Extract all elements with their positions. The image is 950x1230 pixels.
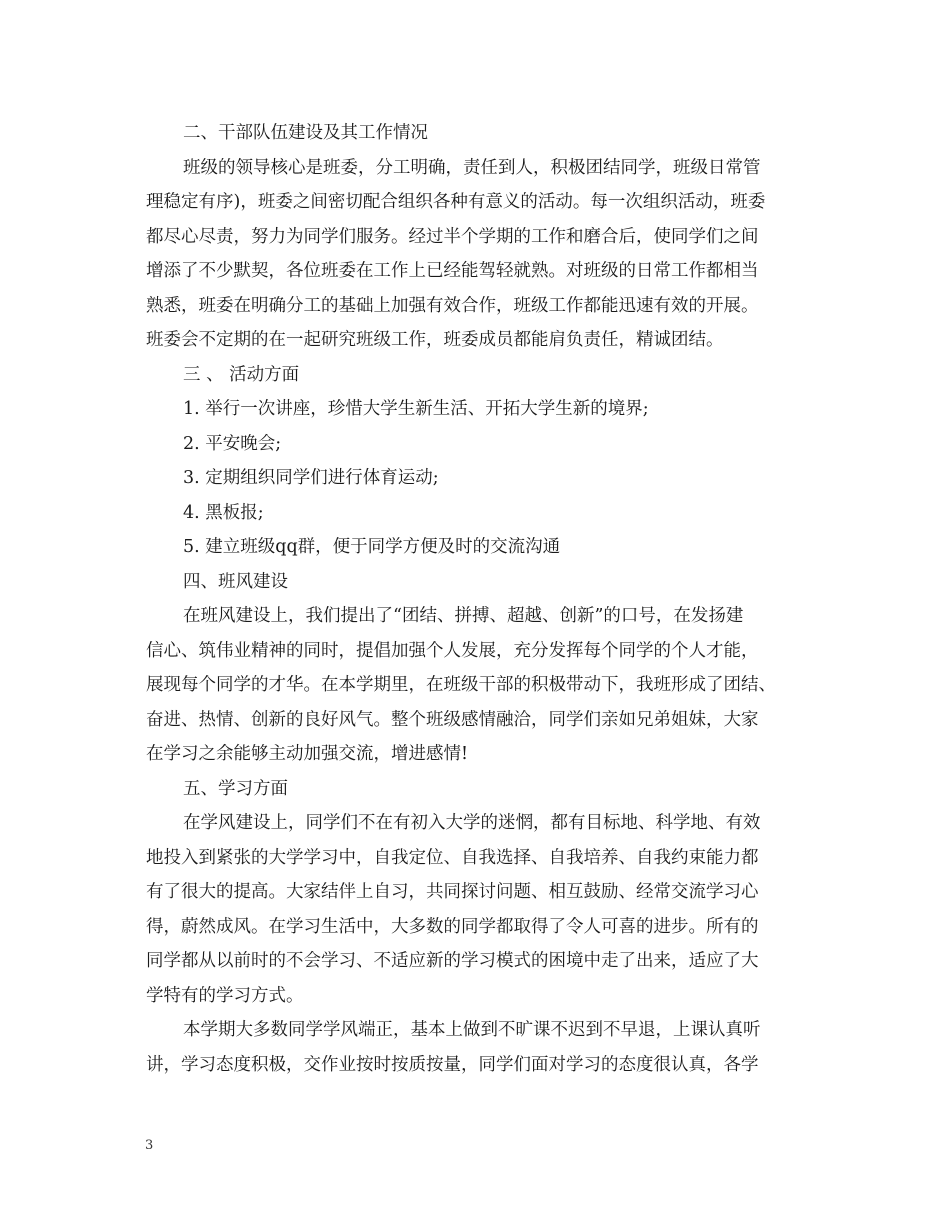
text-line: 讲，学习态度积极，交作业按时按质按量，同学们面对学习的态度很认真，各学 [146,1054,759,1075]
text-line: 4. 黑板报; [183,502,264,523]
text-line: 1. 举行一次讲座，珍惜大学生新生活、开拓大学生新的境界; [183,399,649,419]
text-line: 信心、筑伟业精神的同时，提倡加强个人发展，充分发挥每个同学的个人才能， [146,640,759,661]
text-line: 得，蔚然成风。在学习生活中，大多数的同学都取得了令人可喜的进步。所有的 [146,916,759,937]
page-number: 3 [145,1138,154,1153]
text-line: 在学习之余能够主动加强交流，增进感情! [146,744,469,764]
text-line: 四、班风建设 [183,571,288,592]
text-line: 2. 平安晚会; [183,433,282,454]
text-line: 在班风建设上，我们提出了“团结、拼搏、超越、创新”的口号，在发扬建 [183,606,744,626]
text-line: 地投入到紧张的大学学习中，自我定位、自我选择、自我培养、自我约束能力都 [146,847,759,868]
text-line: 三 、 活动方面 [183,364,300,385]
text-line: 都尽心尽责，努力为同学们服务。经过半个学期的工作和磨合后，使同学们之间 [146,226,759,247]
text-line: 理稳定有序)，班委之间密切配合组织各种有意义的活动。每一次组织活动，班委 [146,192,766,212]
text-line: 展现每个同学的才华。在本学期里，在班级干部的积极带动下，我班形成了团结、 [146,675,776,695]
text-line: 五、学习方面 [183,778,288,799]
text-line: 班委会不定期的在一起研究班级工作，班委成员都能肩负责任，精诚团结。 [146,330,724,350]
text-line: 熟悉，班委在明确分工的基础上加强有效合作，班级工作都能迅速有效的开展。 [146,295,759,316]
text-line: 增添了不少默契，各位班委在工作上已经能驾轻就熟。对班级的日常工作都相当 [146,261,759,281]
text-line: 学特有的学习方式。 [146,985,304,1006]
text-line: 班级的领导核心是班委，分工明确，责任到人，积极团结同学，班级日常管 [183,157,761,178]
text-line: 在学风建设上，同学们不在有初入大学的迷惘，都有目标地、科学地、有效 [183,813,761,833]
text-line: 5. 建立班级qq群，便于同学方便及时的交流沟通 [183,537,561,557]
text-line: 本学期大多数同学学风端正，基本上做到不旷课不迟到不早退，上课认真听 [183,1020,761,1040]
text-line: 二、干部队伍建设及其工作情况 [183,123,428,143]
text-line: 同学都从以前时的不会学习、不适应新的学习模式的困境中走了出来，适应了大 [146,951,759,971]
text-line: 有了很大的提高。大家结伴上自习，共同探讨问题、相互鼓励、经常交流学习心 [146,882,759,902]
text-line: 3. 定期组织同学们进行体育运动; [183,468,439,488]
text-line: 奋进、热情、创新的良好风气。整个班级感情融洽，同学们亲如兄弟姐妹，大家 [146,709,759,730]
document-body [146,116,811,1082]
